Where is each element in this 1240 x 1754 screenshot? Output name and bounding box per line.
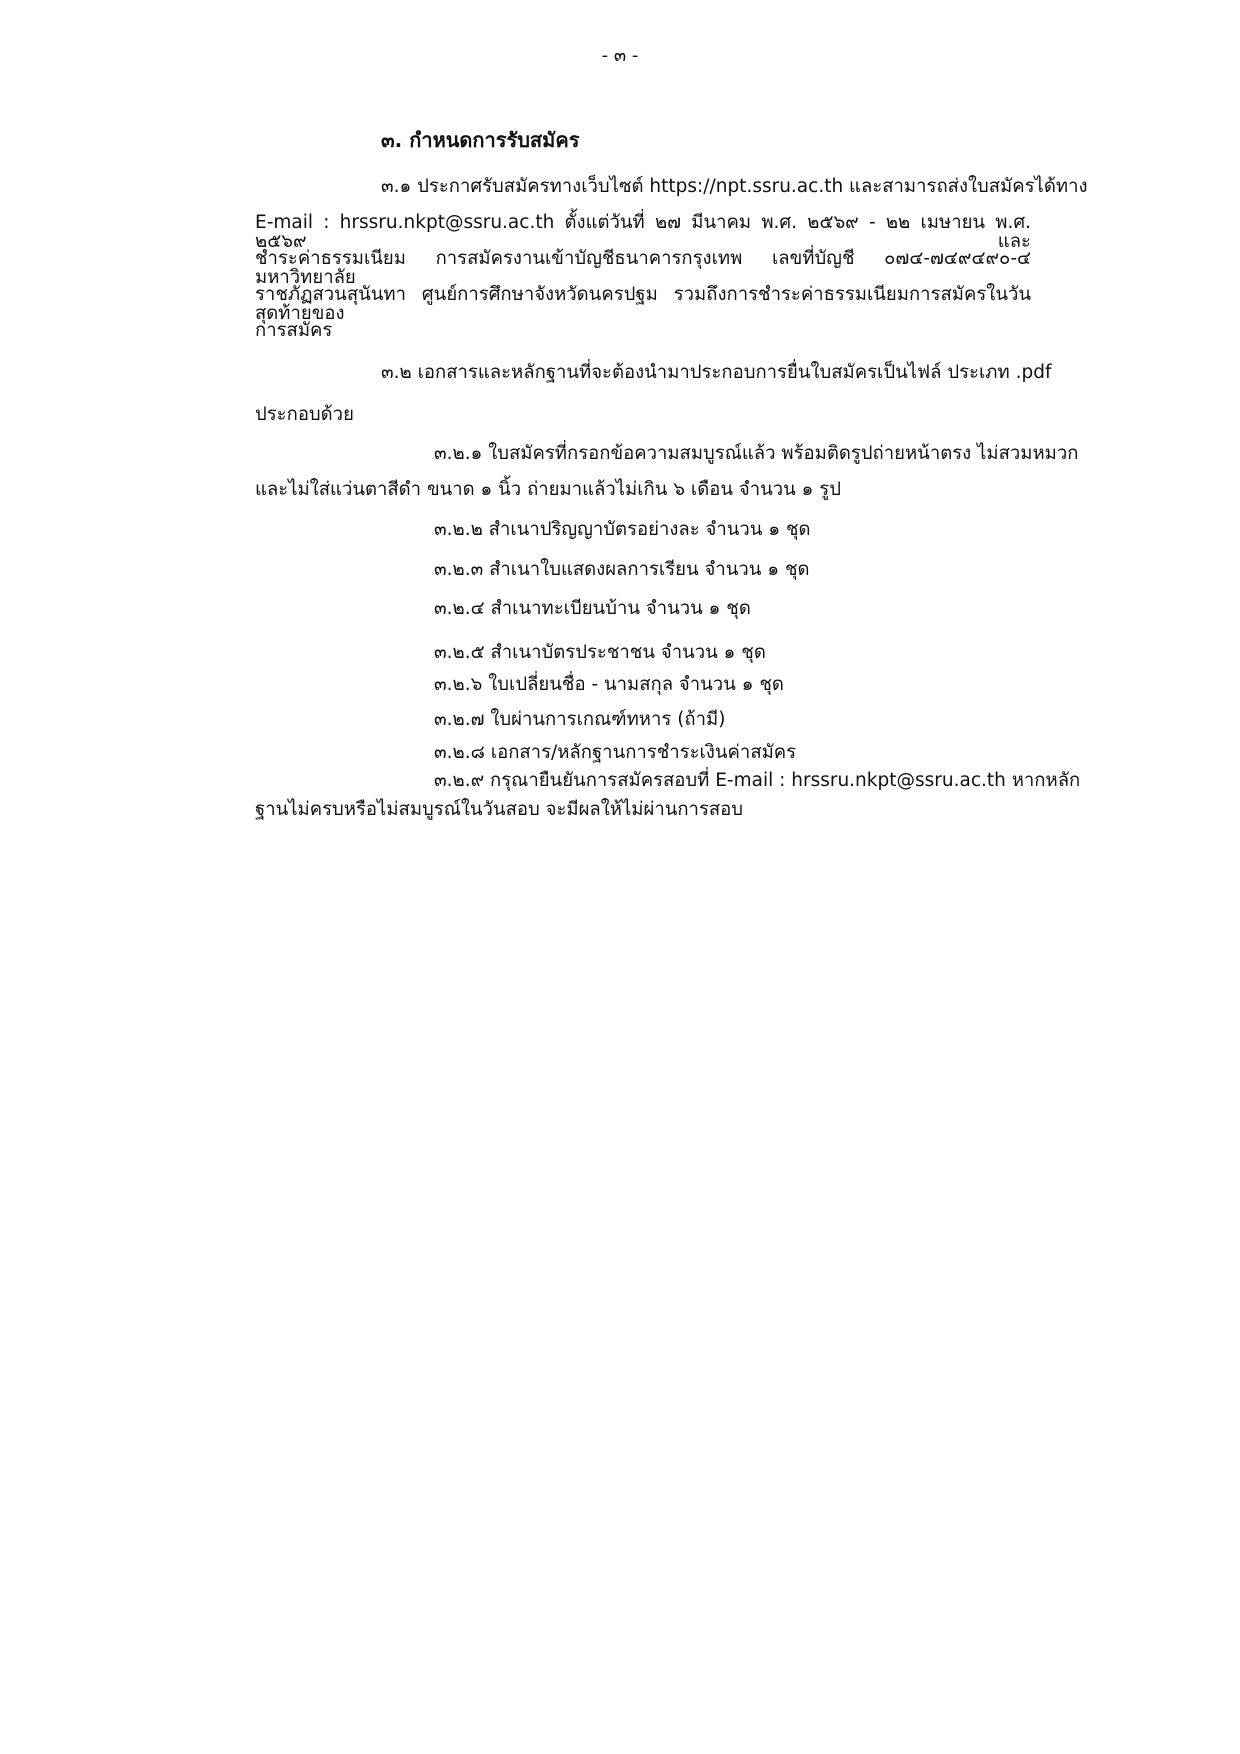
item-3-2-7: ๓.๒.๗ ใบผ่านการเกณฑ์ทหาร (ถ้ามี) <box>434 709 726 730</box>
paragraph-3-2-line-2: ประกอบด้วย <box>255 404 354 425</box>
section-heading: ๓. กำหนดการรับสมัคร <box>381 128 580 152</box>
item-3-2-1-line-1: ๓.๒.๑ ใบสมัครที่กรอกข้อความสมบูรณ์แล้ว พร้อมติดรูปถ่ายหน้าตรง ไม่สวมหมวก <box>434 443 1079 464</box>
item-3-2-9-line-1: ๓.๒.๙ กรุณายืนยันการสมัครสอบที่ E-mail : hrssru.nkpt@ssru.ac.th หากหลัก <box>434 770 1081 791</box>
page-number: - ๓ - <box>601 45 639 66</box>
paragraph-3-1-line-2: E-mail : hrssru.nkpt@ssru.ac.th ตั้งแต่วันที่ ๒๗ มีนาคม พ.ศ. ๒๕๖๙ - ๒๒ เมษายน พ.ศ. ๒๕๖๙ และ <box>255 212 1031 252</box>
paragraph-3-2-line-1: ๓.๒ เอกสารและหลักฐานที่จะต้องนำมาประกอบการยื่นใบสมัครเป็นไฟล์ ประเภท .pdf <box>381 362 1052 383</box>
paragraph-3-1-line-4: ราชภัฏสวนสุนันทา ศูนย์การศึกษาจังหวัดนครปฐม รวมถึงการชำระค่าธรรมเนียมการสมัครในวันสุดท้ายของ <box>255 284 1031 324</box>
item-3-2-6: ๓.๒.๖ ใบเปลี่ยนชื่อ - นามสกุล จำนวน ๑ ชุด <box>434 674 784 695</box>
item-3-2-5: ๓.๒.๕ สำเนาบัตรประชาชน จำนวน ๑ ชุด <box>434 642 766 663</box>
item-3-2-4: ๓.๒.๔ สำเนาทะเบียนบ้าน จำนวน ๑ ชุด <box>434 598 751 619</box>
item-3-2-9-line-2: ฐานไม่ครบหรือไม่สมบูรณ์ในวันสอบ จะมีผลให้ไม่ผ่านการสอบ <box>255 799 744 820</box>
item-3-2-8: ๓.๒.๘ เอกสาร/หลักฐานการชำระเงินค่าสมัคร <box>434 742 797 763</box>
paragraph-3-1-line-3: ชำระค่าธรรมเนียม การสมัครงานเข้าบัญชีธนาคารกรุงเทพ เลขที่บัญชี ๐๗๔-๗๔๙๔๙๐-๔ มหาวิทยาลัย <box>255 248 1031 288</box>
item-3-2-2: ๓.๒.๒ สำเนาปริญญาบัตรอย่างละ จำนวน ๑ ชุด <box>434 519 811 540</box>
paragraph-3-1-line-1: ๓.๑ ประกาศรับสมัครทางเว็บไซต์ https://npt.ssru.ac.th และสามารถส่งใบสมัครได้ทาง <box>381 176 1088 197</box>
paragraph-3-1-line-5: การสมัคร <box>255 320 333 341</box>
item-3-2-1-line-2: และไม่ใส่แว่นตาสีดำ ขนาด ๑ นิ้ว ถ่ายมาแล้วไม่เกิน ๖ เดือน จำนวน ๑ รูป <box>255 479 841 500</box>
item-3-2-3: ๓.๒.๓ สำเนาใบแสดงผลการเรียน จำนวน ๑ ชุด <box>434 559 810 580</box>
